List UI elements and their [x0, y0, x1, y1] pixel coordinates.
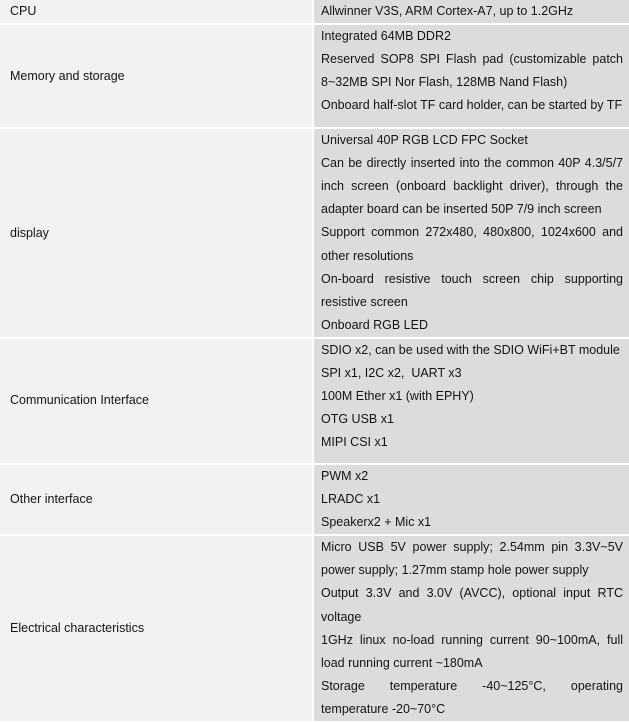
value-line: 1GHz linux no-load running current 90~100mA, full load running current ~180mA	[321, 632, 627, 670]
value-line: Reserved SOP8 SPI Flash pad (customizable patch 8~32MB SPI Nor Flash, 128MB Nand Flash)	[321, 52, 627, 90]
row-label-electrical-characteristics: Electrical characteristics	[0, 535, 313, 721]
table-row	[0, 0, 629, 24]
row-value-electrical-characteristics	[313, 535, 629, 721]
row-value-communication-interface	[313, 338, 629, 464]
row-label-cpu: CPU	[0, 0, 313, 24]
value-line: Integrated 64MB DDR2	[321, 29, 451, 44]
value-line: Output 3.3V and 3.0V (AVCC), optional input RTC voltage	[321, 586, 627, 624]
value-line: Universal 40P RGB LCD FPC Socket	[321, 133, 528, 148]
value-line: Allwinner V3S, ARM Cortex-A7, up to 1.2GHz	[321, 4, 574, 18]
value-line: Onboard RGB LED	[321, 317, 428, 332]
value-line: LRADC x1	[321, 492, 381, 507]
row-label-other-interface: Other interface	[0, 464, 313, 535]
row-label-communication-interface: Communication Interface	[0, 338, 313, 464]
value-line: SPI x1, I2C x2, UART x3	[321, 366, 462, 381]
row-label-display: display	[0, 128, 313, 338]
value-line: PWM x2	[321, 468, 369, 483]
table-row	[0, 464, 629, 535]
table-row	[0, 338, 629, 464]
value-lines	[321, 129, 627, 337]
value-line: MIPI CSI x1	[321, 435, 388, 450]
table-row	[0, 535, 629, 721]
table-row	[0, 24, 629, 128]
value-line: Support common 272x480, 480x800, 1024x600 and other resolutions	[321, 225, 627, 263]
value-line: Can be directly inserted into the common 40P 4.3/5/7 inch screen (onboard backlight driver), through the adapter board can be inserted 50P 7/9 inch screen	[321, 156, 627, 217]
value-line: 100M Ether x1 (with EPHY)	[321, 389, 474, 404]
value-line: SDIO x2, can be used with the SDIO WiFi+BT module	[321, 342, 620, 357]
value-line: Speakerx2 + Mic x1	[321, 515, 432, 530]
row-value-cpu	[313, 0, 629, 24]
value-line: OTG USB x1	[321, 412, 394, 427]
row-value-other-interface	[313, 464, 629, 535]
value-lines	[321, 0, 623, 23]
value-lines	[321, 25, 627, 117]
value-line: Micro USB 5V power supply; 2.54mm pin 3.3V~5V power supply; 1.27mm stamp hole power supply	[321, 540, 627, 578]
row-value-memory-and-storage	[313, 24, 629, 128]
row-label-memory-and-storage: Memory and storage	[0, 24, 313, 128]
value-line: On-board resistive touch screen chip supporting resistive screen	[321, 271, 627, 309]
value-lines	[321, 339, 623, 454]
value-line: Onboard half-slot TF card holder, can be started by TF	[321, 98, 623, 113]
row-value-display	[313, 128, 629, 338]
table-row	[0, 128, 629, 338]
value-line: Storage temperature -40~125°C, operating temperature -20~70°C	[321, 678, 627, 716]
value-lines	[321, 536, 627, 721]
value-lines	[321, 465, 623, 534]
